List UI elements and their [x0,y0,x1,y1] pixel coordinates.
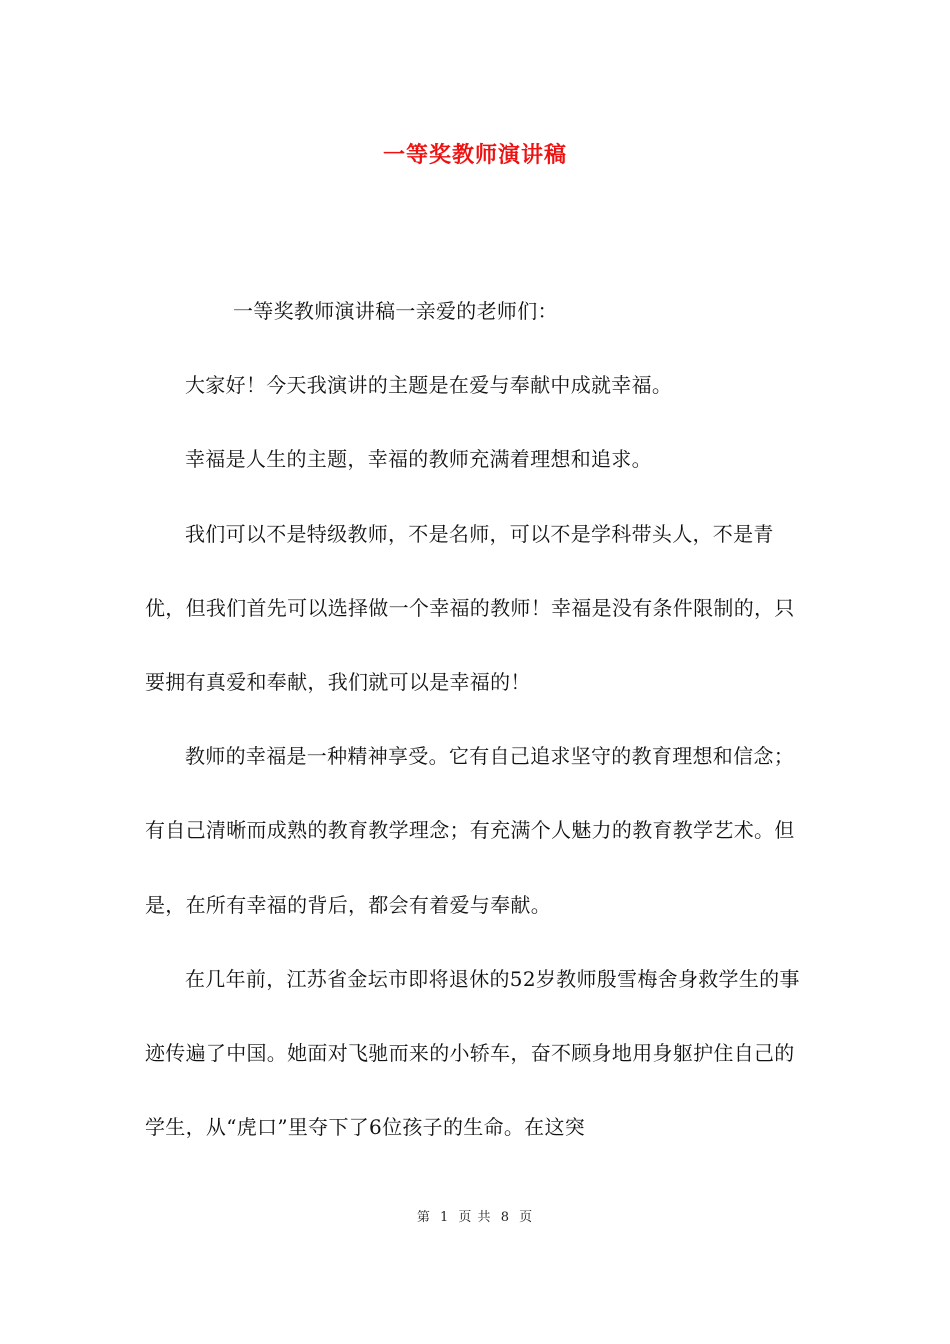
paragraph-greeting: 一等奖教师演讲稿一亲爱的老师们： [233,299,558,323]
footer-middle: 页 共 [458,1210,492,1225]
paragraph: 大家好！今天我演讲的主题是在爱与奉献中成就幸福。 [185,373,673,398]
paragraph: 在几年前，江苏省金坛市即将退休的52岁教师殷雪梅舍身救学生的事迹传遍了中国。她面对飞驰而来的小轿车，奋不顾身地用身躯护住自己的学生，从“虎口”里夺下了6位孩子的生命。在这突 [145,966,800,1140]
paragraph: 我们可以不是特级教师，不是名师，可以不是学科带头人，不是青优，但我们首先可以选择做一个幸福的教师！幸福是没有条件限制的，只要拥有真爱和奉献，我们就可以是幸福的！ [145,521,795,695]
document-body [145,274,807,1164]
document-title: 一等奖教师演讲稿 [382,143,567,168]
paragraph: 教师的幸福是一种精神享受。它有自己追求坚守的教育理想和信念；有自己清晰而成熟的教育教学理念；有充满个人魅力的教育教学艺术。但是，在所有幸福的背后，都会有着爱与奉献。 [145,744,795,917]
footer-prefix: 第 [416,1210,431,1225]
footer-suffix: 页 [519,1210,534,1225]
page-footer [0,1206,950,1225]
paragraph: 幸福是人生的主题，幸福的教师充满着理想和追求。 [185,447,652,472]
footer-total-pages: 8 [500,1210,510,1225]
footer-page-number: 1 [440,1210,450,1225]
